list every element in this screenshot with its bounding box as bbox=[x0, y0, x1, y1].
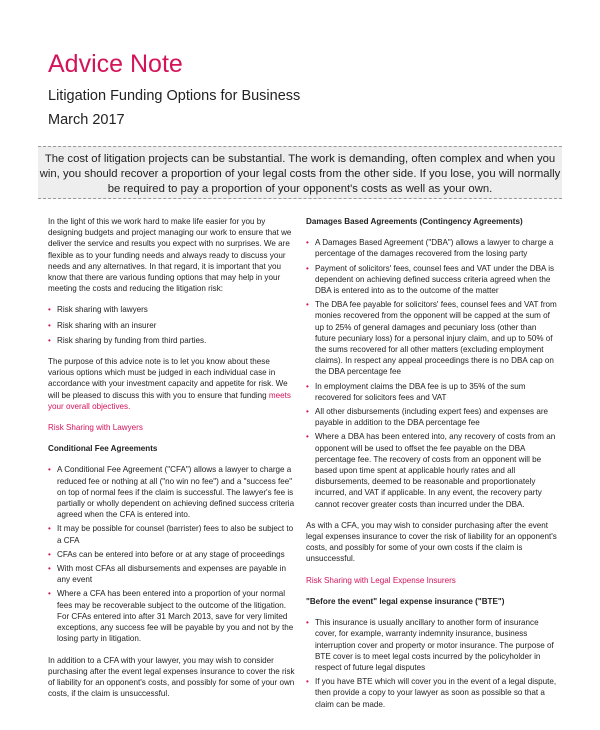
list-item: • This insurance is usually ancillary to another form of insurance cover, for example, warranty indemnity insurance, business interruption cover and property or motor insurance. The purpose of BTE cover is to meet legal costs incurred by the policyholder in respect of future legal disputes bbox=[306, 617, 558, 673]
list-item: • It may be possible for counsel (barrister) fees to also be subject to a CFA bbox=[48, 523, 298, 545]
list-item: • All other disbursements (including expert fees) and expenses are payable in addition to the DBA percentage fee bbox=[306, 406, 558, 428]
list-item: • With most CFAs all disbursements and expenses are payable in any event bbox=[48, 563, 298, 585]
list-item: • Risk sharing with an insurer bbox=[48, 320, 298, 331]
section-heading-lawyers: Risk Sharing with Lawyers bbox=[48, 423, 143, 433]
list-item: • Payment of solicitors' fees, counsel fees and VAT under the DBA is dependent on achieving defined success criteria agreed when the DBA is entered into as to the outcome of the matter bbox=[306, 263, 558, 297]
left-column bbox=[48, 216, 298, 709]
cfa-list bbox=[48, 464, 298, 644]
intro-text: The cost of litigation projects can be substantial. The work is demanding, often complex and when you win, you should recover a proportion of your legal costs from the other side. If you lose, you will normally be required to pay a proportion of your opponent's costs as well as your own. bbox=[39, 153, 561, 195]
list-item: • Risk sharing by funding from third parties. bbox=[48, 335, 298, 346]
list-item: • Risk sharing with lawyers bbox=[48, 304, 298, 315]
funding-options-list bbox=[48, 304, 298, 346]
list-item: • A Conditional Fee Agreement ("CFA") allows a lawyer to charge a reduced fee or nothing at all ("no win no fee") and a "success fee" on top of normal fees if the claim is successful. The lawyer's fee is partially or wholly dependent on achieving defined success criteria agreed when the CFA is entered into. bbox=[48, 464, 298, 520]
intro-callout bbox=[38, 146, 562, 199]
list-item: • The DBA fee payable for solicitors' fees, counsel fees and VAT from monies recovered from the opponent will be capped at the sum of up to 25% of general damages and pecuniary loss (other than future pecuniary loss) for a personal injury claim, and up to 50% of the sums recovered for all other matters (excluding employment claims). In respect any appeal proceedings there is no DBA cap on the DBA percentage fee bbox=[306, 299, 558, 377]
intro-paragraph: In the light of this we work hard to make life easier for you by designing budgets and project managing our work to ensure that we deliver the service and results you expect with no surprises. We are flexible as to your funding needs and always ready to discuss your needs and any alternatives. In that regard, it is important that you know that there are various funding options that may help in your meeting the costs and reducing the litigation risk: bbox=[48, 217, 292, 294]
list-item: • If you have BTE which will cover you in the event of a legal dispute, then provide a copy to your lawyer as soon as possible so that a claim can be made. bbox=[306, 676, 558, 710]
right-column bbox=[306, 216, 558, 720]
document-subtitle: Litigation Funding Options for Business bbox=[48, 88, 301, 104]
ate-paragraph: As with a CFA, you may wish to consider purchasing after the event legal expenses insurance to cover the risk of liability for an opponent's costs, and possibly for some of your own costs if the claim is unsuccessful. bbox=[306, 520, 557, 564]
list-item: • In employment claims the DBA fee is up to 35% of the sum recovered for solicitors fees and VAT bbox=[306, 381, 558, 403]
list-item: • Where a DBA has been entered into, any recovery of costs from an opponent will be used to offset the fee payable on the DBA percentage fee. The recovery of costs from an opponent will be based upon time spent at applicable hourly rates and all disbursements, deemed to be reasonable and proportionately incurred, and VAT if applicable. In any event, the recovery party cannot recover greater costs than incurred under the DBA. bbox=[306, 431, 558, 509]
bte-list bbox=[306, 617, 558, 710]
subheading-dba: Damages Based Agreements (Contingency Agreements) bbox=[306, 217, 523, 226]
insurance-paragraph: In addition to a CFA with your lawyer, you may wish to consider purchasing after the event legal expenses insurance to cover the risk of liability for an opponent's costs, and possibly for some of your own costs, if the claim is unsuccessful. bbox=[48, 655, 295, 699]
subheading-bte: "Before the event" legal expense insurance ("BTE") bbox=[306, 596, 505, 606]
subheading-cfa: Conditional Fee Agreements bbox=[48, 444, 158, 454]
document-date: March 2017 bbox=[48, 112, 125, 128]
list-item: • CFAs can be entered into before or at any stage of proceedings bbox=[48, 549, 298, 560]
purpose-paragraph bbox=[48, 356, 298, 412]
section-heading-insurers: Risk Sharing with Legal Expense Insurers bbox=[306, 575, 456, 585]
dba-list bbox=[306, 237, 558, 510]
list-item: • Where a CFA has been entered into a proportion of your normal fees may be recoverable subject to the outcome of the litigation. For CFAs entered into after 31 March 2013, save for very limited exceptions, any success fee will be payable by you and not by the losing party in litigation. bbox=[48, 588, 298, 644]
document-title: Advice Note bbox=[48, 50, 183, 78]
list-item: • A Damages Based Agreement ("DBA") allows a lawyer to charge a percentage of the damages recovered from the losing party bbox=[306, 237, 558, 259]
purpose-highlight: meets your overall objectives. bbox=[48, 390, 291, 411]
purpose-text: The purpose of this advice note is to let you know about these various options which must be judged in each individual case in accordance with your investment capacity and appetite for risk. We will be pleased to discuss this with you to ensure that funding bbox=[48, 357, 288, 400]
